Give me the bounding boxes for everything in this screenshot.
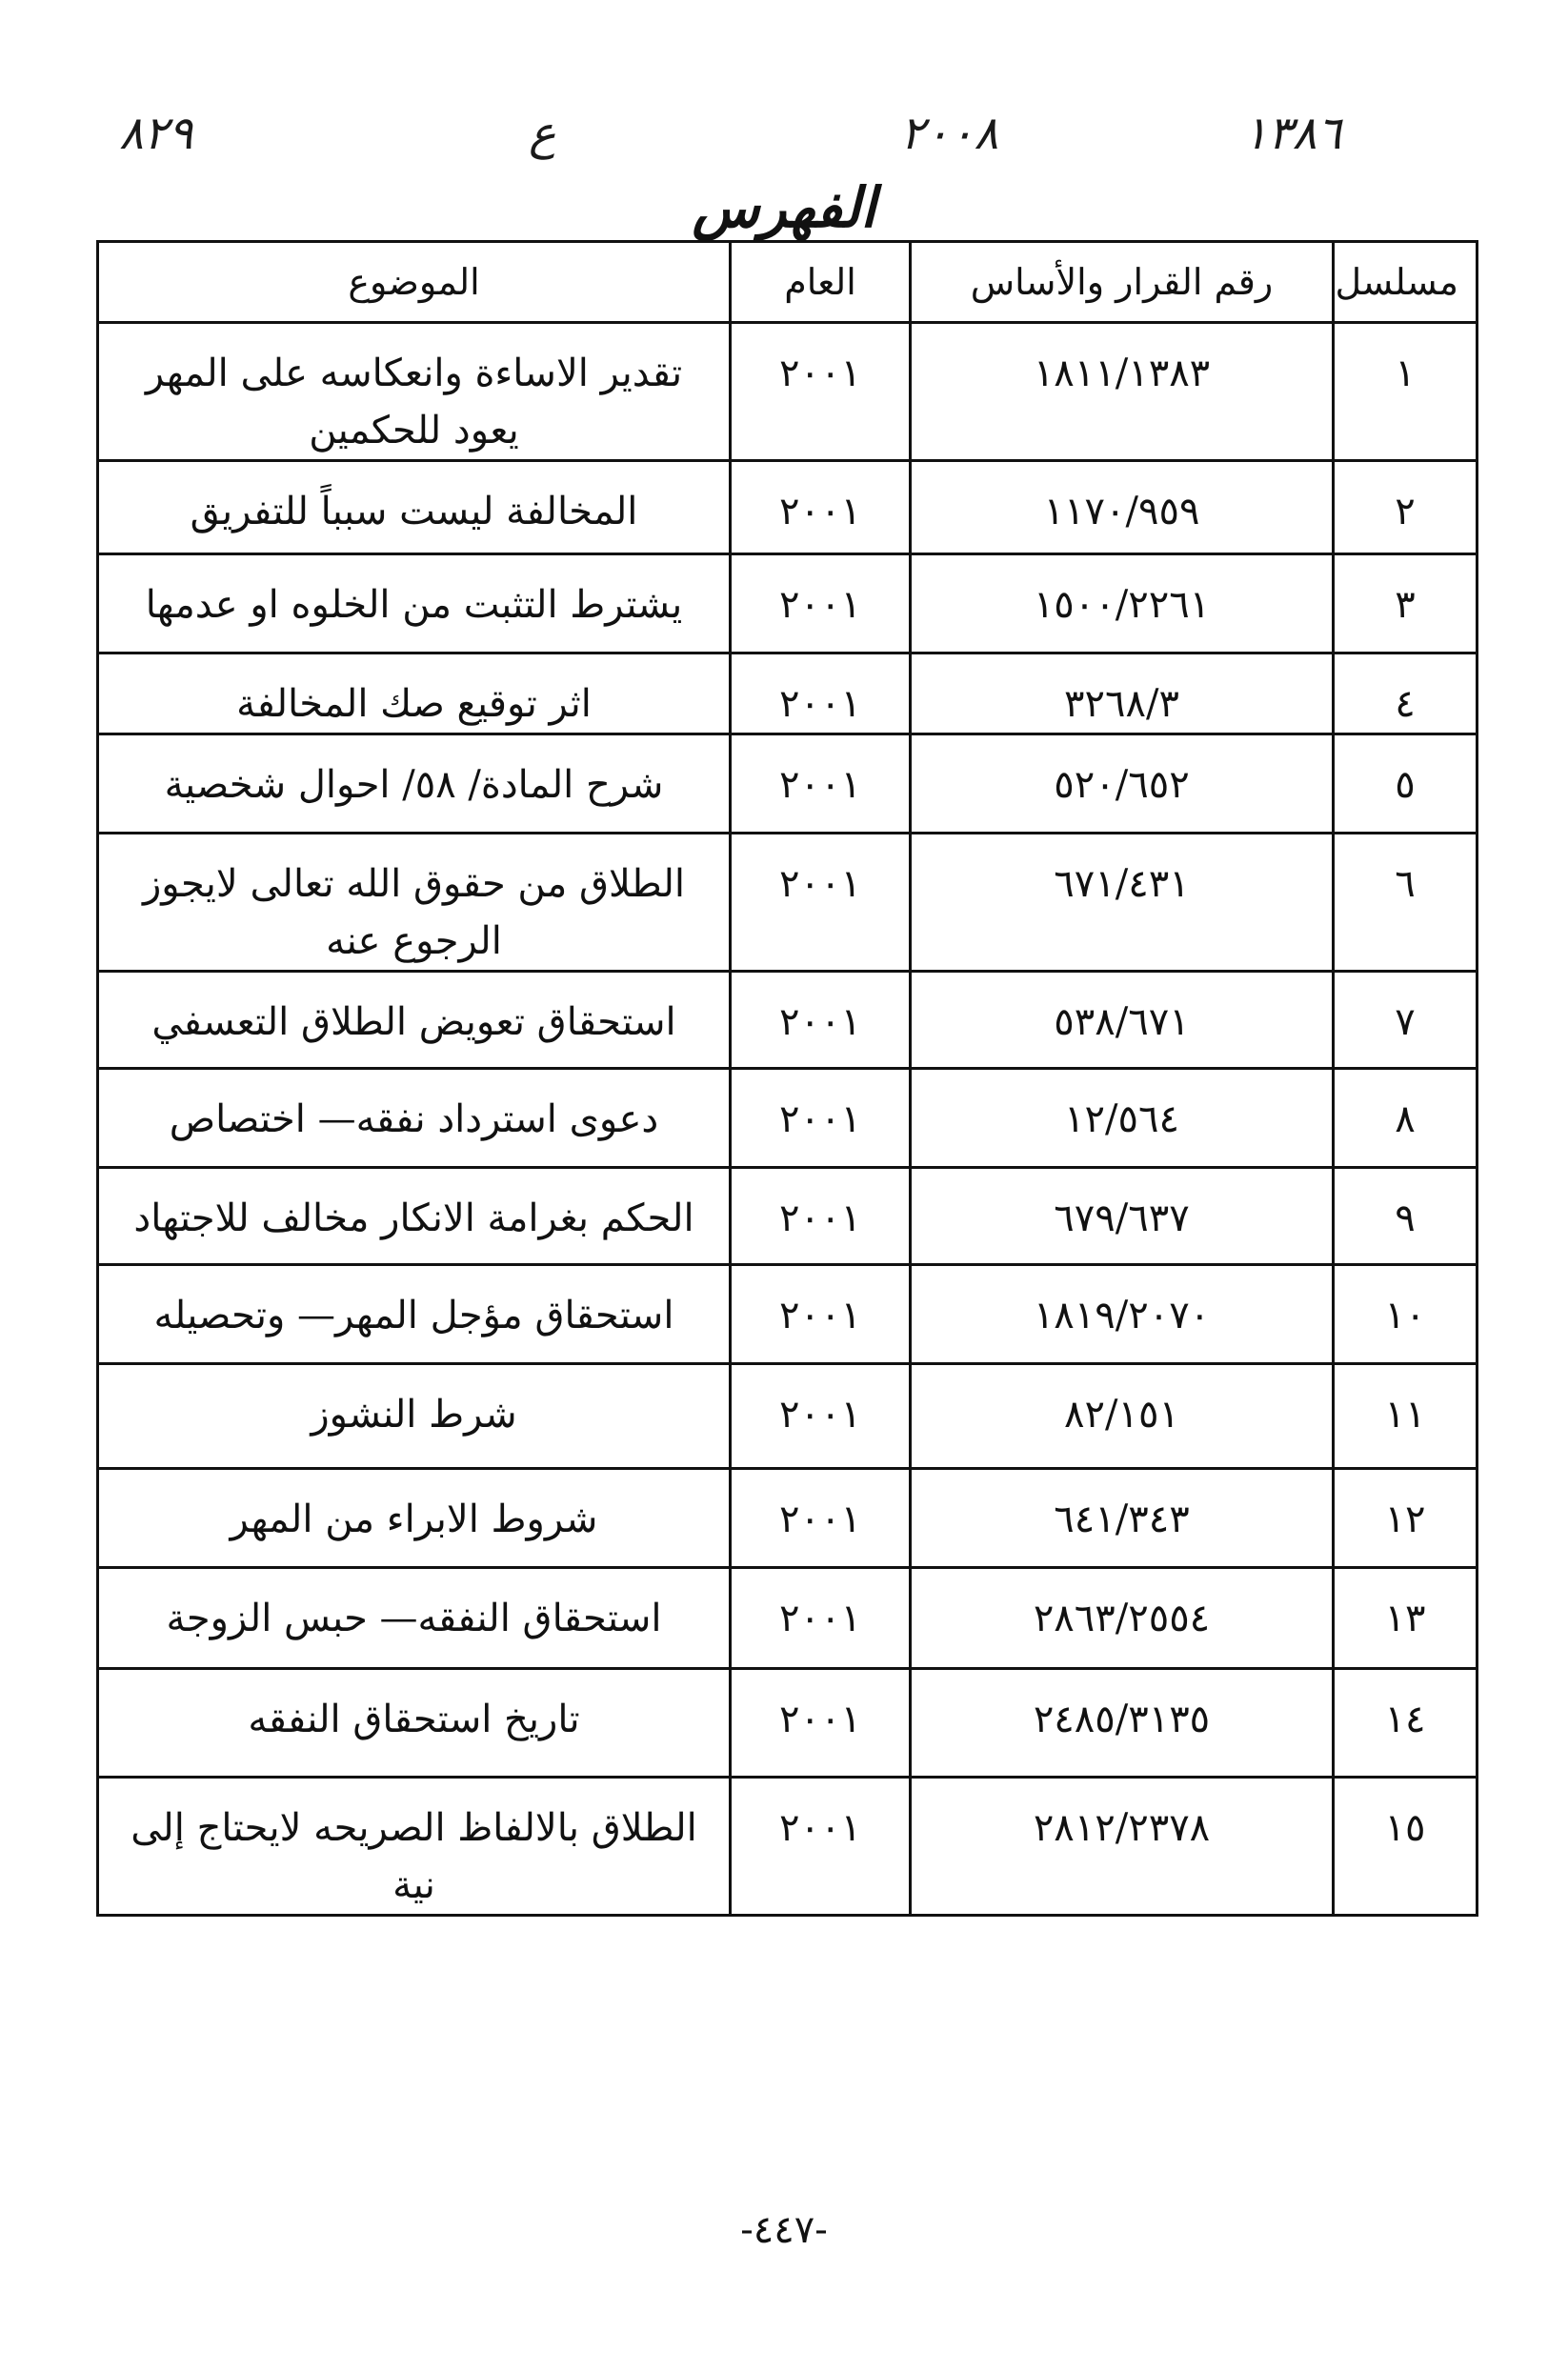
cell-decision-number: ٥٢٠/٦٥٢ (911, 734, 1334, 834)
cell-subject: دعوى استرداد نفقه— اختصاص (98, 1069, 731, 1168)
table-row (98, 461, 1478, 554)
cell-year: ٢٠٠١ (731, 1069, 911, 1168)
cell-serial: ٤ (1334, 653, 1478, 734)
cell-year: ٢٠٠١ (731, 734, 911, 834)
cell-subject: تاريخ استحقاق النفقه (98, 1669, 731, 1778)
handwritten-number-right: ١٣٨٦ (1243, 107, 1342, 160)
cell-year: ٢٠٠١ (731, 1364, 911, 1469)
cell-year: ٢٠٠١ (731, 323, 911, 461)
table-row (98, 1265, 1478, 1364)
cell-serial: ١٣ (1334, 1568, 1478, 1669)
cell-serial: ١٠ (1334, 1265, 1478, 1364)
cell-subject: شرح المادة/ ٥٨/ احوال شخصية (98, 734, 731, 834)
table-body (98, 323, 1478, 1916)
header-decision-number: رقم القرار والأساس (911, 242, 1334, 323)
cell-serial: ٨ (1334, 1069, 1478, 1168)
header-subject: الموضوع (98, 242, 731, 323)
table-row (98, 554, 1478, 653)
handwritten-mark: ع (529, 107, 556, 160)
table-row (98, 1669, 1478, 1778)
cell-subject: استحقاق النفقه— حبس الزوجة (98, 1568, 731, 1669)
cell-decision-number: ١٢/٥٦٤ (911, 1069, 1334, 1168)
cell-serial: ١ (1334, 323, 1478, 461)
page-title: الفهرس (692, 175, 876, 240)
table-row (98, 1778, 1478, 1916)
cell-year: ٢٠٠١ (731, 461, 911, 554)
cell-year: ٢٠٠١ (731, 554, 911, 653)
table-row (98, 1168, 1478, 1265)
cell-decision-number: ٢٤٨٥/٣١٣٥ (911, 1669, 1334, 1778)
cell-subject: استحقاق تعويض الطلاق التعسفي (98, 972, 731, 1069)
cell-serial: ١٢ (1334, 1469, 1478, 1568)
page-number: -٤٤٧- (740, 2208, 828, 2252)
cell-year: ٢٠٠١ (731, 972, 911, 1069)
cell-decision-number: ٣٢٦٨/٣ (911, 653, 1334, 734)
table-row (98, 323, 1478, 461)
table-header-row (98, 242, 1478, 323)
cell-subject: تقدير الاساءة وانعكاسه على المهر يعود للحكمين (98, 323, 731, 461)
cell-subject: الطلاق من حقوق الله تعالى لايجوز الرجوع عنه (98, 834, 731, 972)
cell-serial: ٥ (1334, 734, 1478, 834)
cell-serial: ١١ (1334, 1364, 1478, 1469)
cell-decision-number: ١١٧٠/٩٥٩ (911, 461, 1334, 554)
cell-decision-number: ٦٧١/٤٣١ (911, 834, 1334, 972)
cell-decision-number: ١٨١٩/٢٠٧٠ (911, 1265, 1334, 1364)
cell-subject: يشترط التثبت من الخلوه او عدمها (98, 554, 731, 653)
handwritten-year: ٢٠٠٨ (900, 107, 999, 160)
table-row (98, 653, 1478, 734)
cell-decision-number: ٢٨١٢/٢٣٧٨ (911, 1778, 1334, 1916)
cell-year: ٢٠٠١ (731, 1778, 911, 1916)
cell-decision-number: ٦٧٩/٦٣٧ (911, 1168, 1334, 1265)
cell-year: ٢٠٠١ (731, 1469, 911, 1568)
cell-decision-number: ٨٢/١٥١ (911, 1364, 1334, 1469)
table-row (98, 834, 1478, 972)
header-serial: مسلسل (1334, 242, 1478, 323)
table-row (98, 1469, 1478, 1568)
table-row (98, 1568, 1478, 1669)
cell-subject: اثر توقيع صك المخالفة (98, 653, 731, 734)
cell-serial: ٣ (1334, 554, 1478, 653)
header-year: العام (731, 242, 911, 323)
cell-subject: الطلاق بالالفاظ الصريحه لايحتاج إلى نية (98, 1778, 731, 1916)
cell-subject: شروط الابراء من المهر (98, 1469, 731, 1568)
cell-year: ٢٠٠١ (731, 834, 911, 972)
cell-year: ٢٠٠١ (731, 1168, 911, 1265)
cell-subject: الحكم بغرامة الانكار مخالف للاجتهاد (98, 1168, 731, 1265)
cell-subject: استحقاق مؤجل المهر— وتحصيله (98, 1265, 731, 1364)
cell-decision-number: ٢٨٦٣/٢٥٥٤ (911, 1568, 1334, 1669)
cell-decision-number: ٥٣٨/٦٧١ (911, 972, 1334, 1069)
handwritten-number-left: ٨٢٩ (119, 107, 193, 160)
cell-decision-number: ٦٤١/٣٤٣ (911, 1469, 1334, 1568)
table-row (98, 1364, 1478, 1469)
index-table (96, 240, 1478, 1917)
cell-decision-number: ١٨١١/١٣٨٣ (911, 323, 1334, 461)
table-row (98, 1069, 1478, 1168)
cell-year: ٢٠٠١ (731, 1669, 911, 1778)
cell-year: ٢٠٠١ (731, 1265, 911, 1364)
cell-serial: ٧ (1334, 972, 1478, 1069)
cell-year: ٢٠٠١ (731, 1568, 911, 1669)
cell-year: ٢٠٠١ (731, 653, 911, 734)
cell-serial: ١٥ (1334, 1778, 1478, 1916)
cell-serial: ٩ (1334, 1168, 1478, 1265)
table-row (98, 972, 1478, 1069)
table-row (98, 734, 1478, 834)
cell-decision-number: ١٥٠٠/٢٢٦١ (911, 554, 1334, 653)
cell-subject: شرط النشوز (98, 1364, 731, 1469)
cell-serial: ٦ (1334, 834, 1478, 972)
cell-serial: ١٤ (1334, 1669, 1478, 1778)
cell-serial: ٢ (1334, 461, 1478, 554)
cell-subject: المخالفة ليست سبباً للتفريق (98, 461, 731, 554)
